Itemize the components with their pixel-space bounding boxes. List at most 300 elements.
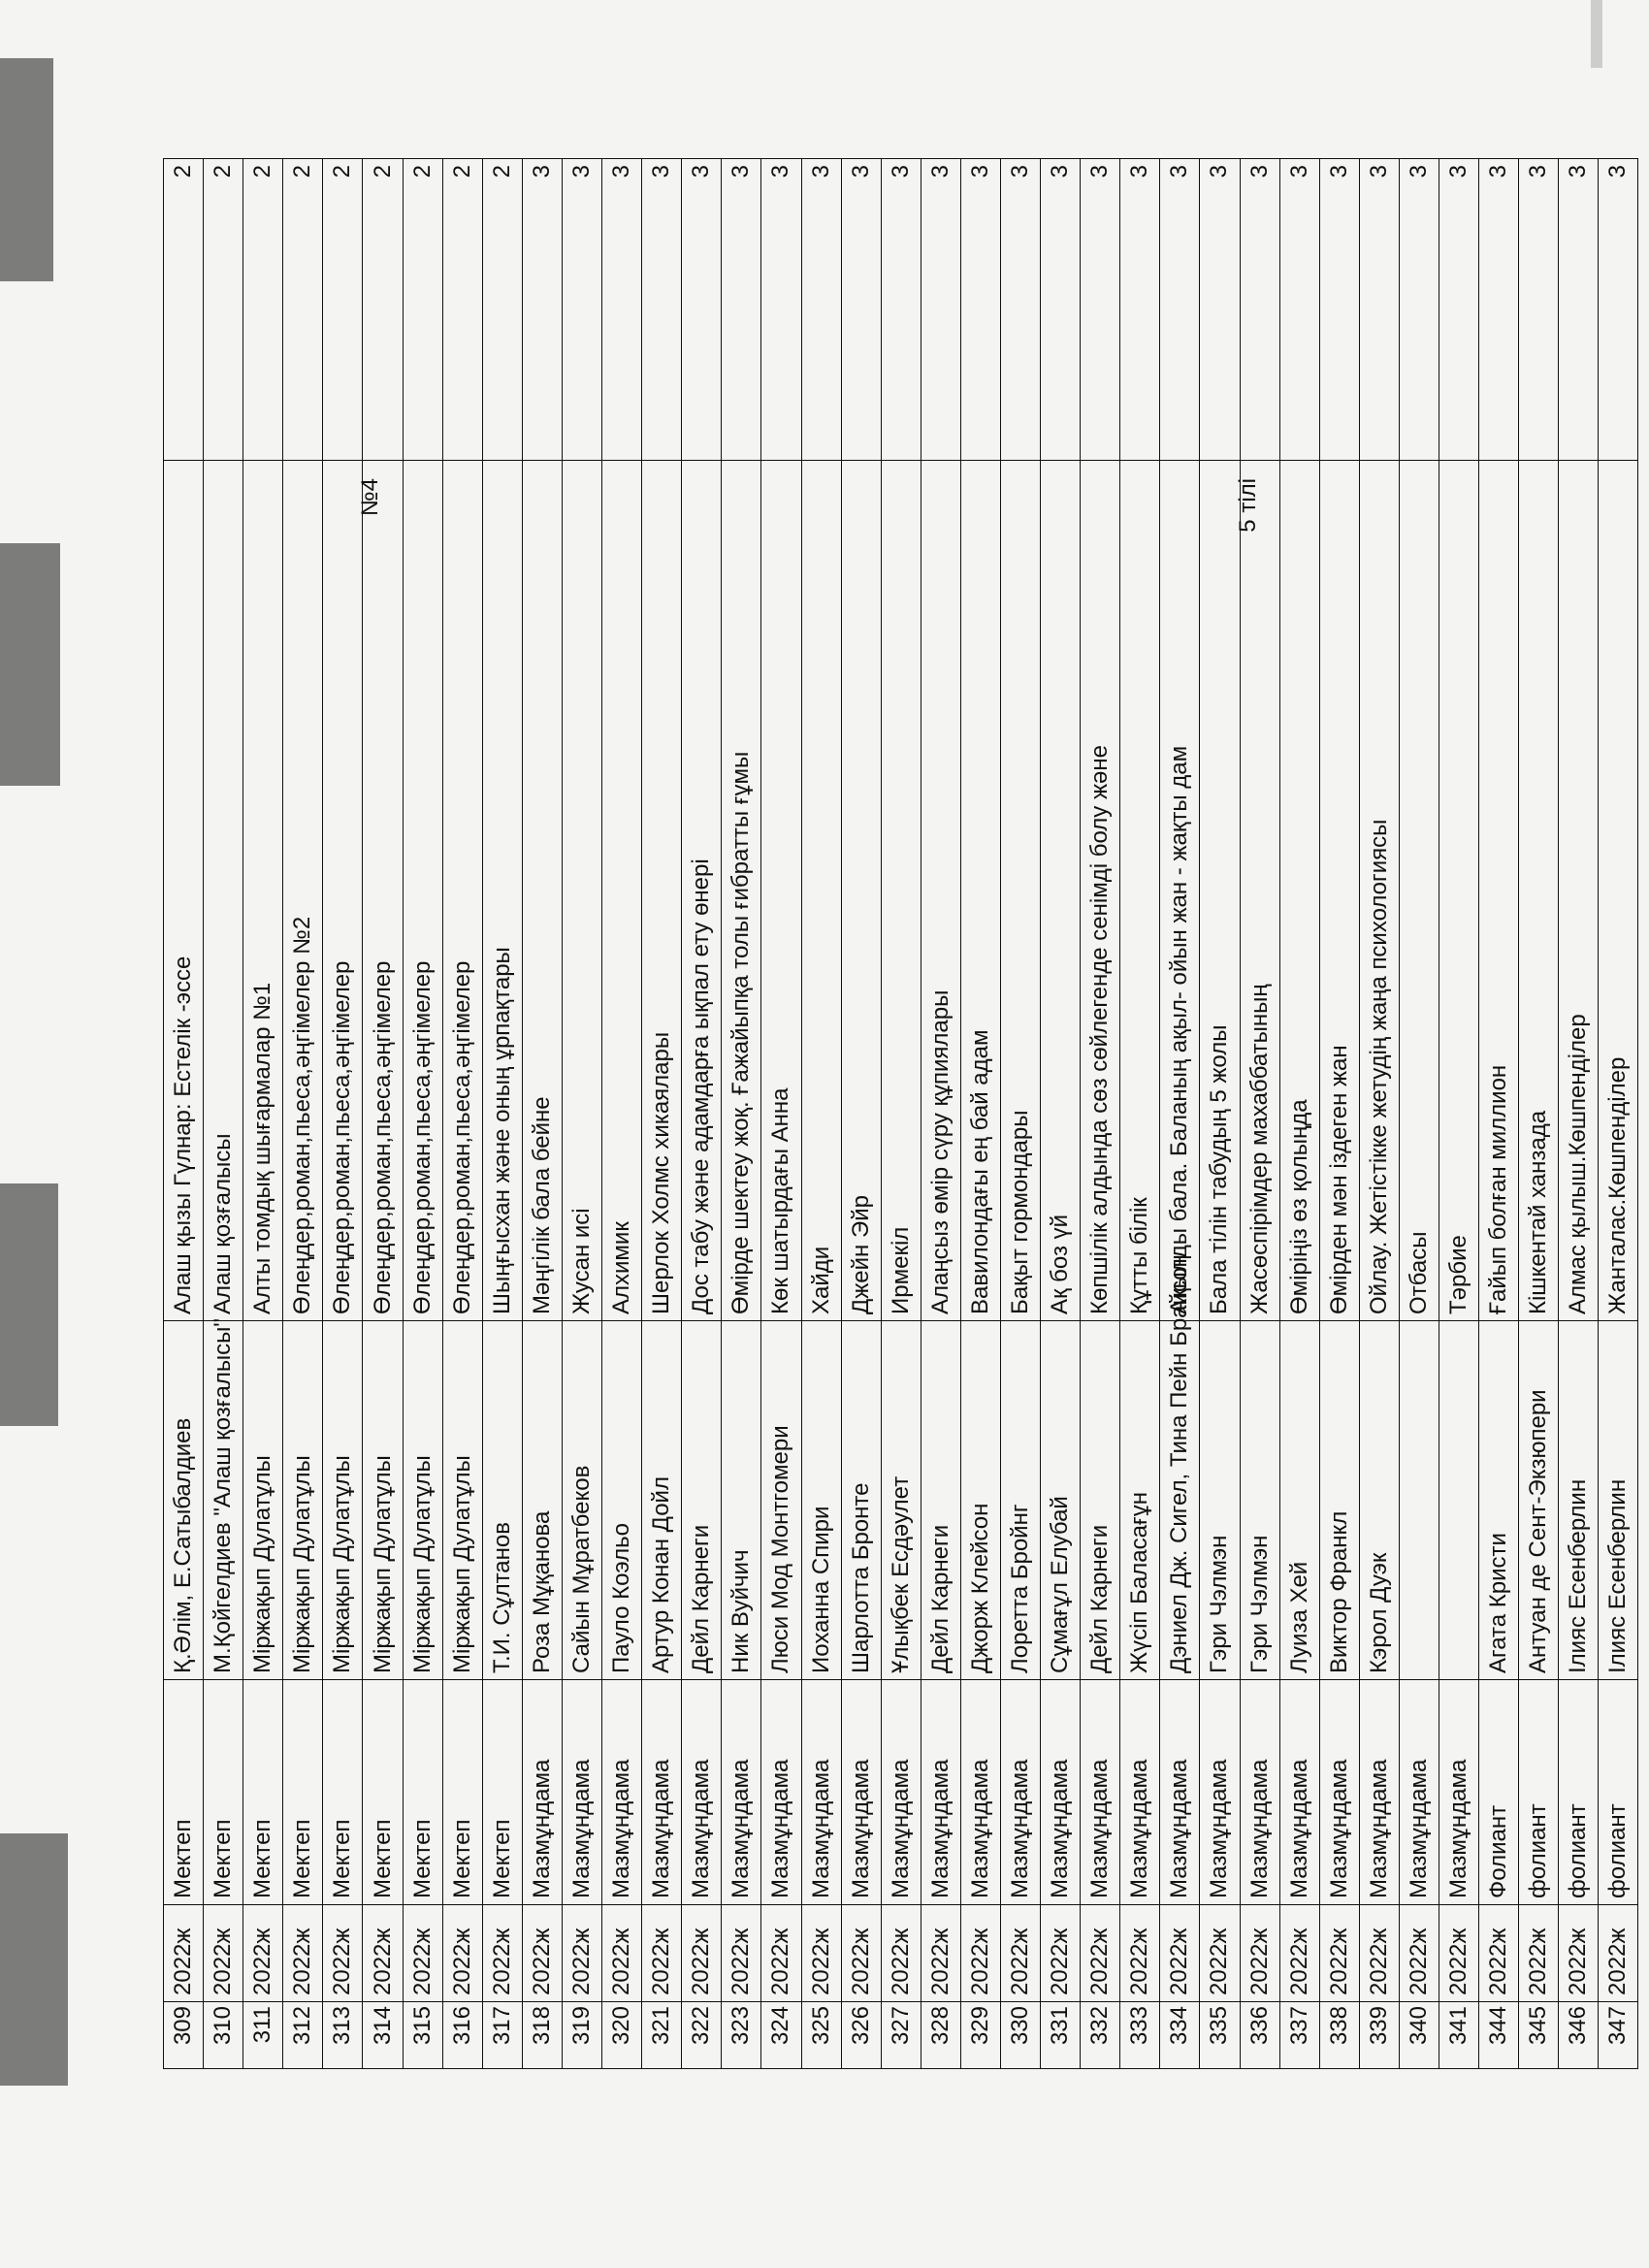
table-row xyxy=(921,159,960,2069)
year-text: 2022ж xyxy=(1166,1928,1193,1995)
year-text: 2022ж xyxy=(1285,1928,1312,1995)
year-cell xyxy=(1319,1905,1359,2002)
author-cell xyxy=(243,1321,283,1680)
row-number-text: 341 xyxy=(1445,2006,1472,2046)
row-number-cell xyxy=(1359,2002,1399,2069)
row-number-cell xyxy=(482,2002,522,2069)
source-cell xyxy=(403,1680,442,1905)
title-cell xyxy=(1599,461,1638,1321)
row-number-text: 324 xyxy=(767,2006,794,2046)
row-number-cell xyxy=(363,2002,403,2069)
author-cell xyxy=(1399,1321,1439,1680)
quantity-text: 3 xyxy=(847,165,874,178)
source-cell xyxy=(801,1680,841,1905)
row-number-text: 336 xyxy=(1245,2006,1273,2046)
author-cell xyxy=(921,1321,960,1680)
source-text: Мектеп xyxy=(249,1819,276,1898)
table-row xyxy=(164,159,204,2069)
year-cell xyxy=(1081,1905,1120,2002)
quantity-cell xyxy=(1599,159,1638,461)
table-row xyxy=(881,159,921,2069)
quantity-cell xyxy=(323,159,363,461)
title-cell xyxy=(1234,461,1279,1321)
title-cell xyxy=(801,461,841,1321)
source-cell xyxy=(442,1680,482,1905)
title-cell xyxy=(1000,461,1040,1321)
source-text: Мазмұндама xyxy=(1445,1759,1472,1898)
row-number-text: 316 xyxy=(448,2006,475,2046)
author-text: Артур Конан Дойл xyxy=(648,1476,675,1673)
row-number-cell xyxy=(602,2002,642,2069)
source-text: Мазмұндама xyxy=(728,1759,755,1898)
title-cell xyxy=(562,461,601,1321)
source-cell xyxy=(921,1680,960,1905)
title-cell xyxy=(357,461,403,1321)
row-number-text: 326 xyxy=(847,2006,874,2046)
year-cell xyxy=(164,1905,204,2002)
source-cell xyxy=(881,1680,921,1905)
row-number-cell xyxy=(1599,2002,1638,2069)
author-text: Міржақып Дулатұлы xyxy=(369,1455,396,1673)
quantity-text: 3 xyxy=(767,165,794,178)
row-number-text: 332 xyxy=(1086,2006,1114,2046)
author-cell xyxy=(1240,1321,1279,1680)
author-cell xyxy=(403,1321,442,1680)
author-text: Жүсіп Баласағұн xyxy=(1126,1492,1153,1673)
source-cell xyxy=(1319,1680,1359,1905)
year-text: 2022ж xyxy=(1007,1928,1034,1995)
author-cell xyxy=(1479,1321,1519,1680)
source-text: фолиант xyxy=(1604,1803,1632,1898)
title-text: Тәрбие xyxy=(1445,1235,1472,1314)
row-number-cell xyxy=(1479,2002,1519,2069)
author-text: Люси Мод Монтгомери xyxy=(767,1425,794,1673)
quantity-text: 3 xyxy=(1126,165,1153,178)
scan-artifact xyxy=(0,1183,58,1426)
row-number-cell xyxy=(881,2002,921,2069)
quantity-text: 2 xyxy=(170,165,197,178)
title-cell xyxy=(1439,461,1479,1321)
row-number-cell xyxy=(1399,2002,1439,2069)
author-cell xyxy=(841,1321,881,1680)
year-text: 2022ж xyxy=(926,1928,954,1995)
row-number-text: 313 xyxy=(329,2006,356,2046)
source-cell xyxy=(1200,1680,1240,1905)
title-text: Отбасы xyxy=(1405,1231,1432,1314)
row-number-cell xyxy=(1279,2002,1319,2069)
table-row xyxy=(1519,159,1559,2069)
title-text: Алты томдық шығармалар №1 xyxy=(249,982,276,1314)
row-number-cell xyxy=(1439,2002,1479,2069)
source-text: Мазмұндама xyxy=(567,1759,595,1898)
title-cell xyxy=(1399,461,1439,1321)
author-text: Қ.Әлім, Е.Сатыбалдиев xyxy=(170,1417,197,1673)
year-cell xyxy=(841,1905,881,2002)
source-text: Мектеп xyxy=(448,1819,475,1898)
source-text: Мазмұндама xyxy=(1405,1759,1432,1898)
author-text: Міржақып Дулатұлы xyxy=(289,1455,316,1673)
quantity-cell xyxy=(1120,159,1160,461)
title-cell xyxy=(1359,461,1399,1321)
year-text: 2022ж xyxy=(369,1928,396,1995)
source-text: Мектеп xyxy=(408,1819,436,1898)
row-number-cell xyxy=(722,2002,761,2069)
year-text: 2022ж xyxy=(567,1928,595,1995)
row-number-text: 312 xyxy=(289,2006,316,2046)
quantity-cell xyxy=(642,159,682,461)
quantity-text: 2 xyxy=(289,165,316,178)
scan-artifact xyxy=(0,1833,68,2086)
quantity-cell xyxy=(960,159,1000,461)
quantity-text: 3 xyxy=(1604,165,1632,178)
author-cell xyxy=(482,1321,522,1680)
year-text: 2022ж xyxy=(1047,1928,1074,1995)
year-text: 2022ж xyxy=(528,1928,555,1995)
author-text: Ұлықбек Есдәулет xyxy=(887,1475,914,1673)
scan-artifact xyxy=(0,543,60,786)
quantity-cell xyxy=(363,159,403,461)
year-cell xyxy=(801,1905,841,2002)
table-row xyxy=(642,159,682,2069)
source-cell xyxy=(722,1680,761,1905)
year-text: 2022ж xyxy=(688,1928,715,1995)
year-cell xyxy=(761,1905,801,2002)
quantity-text: 3 xyxy=(1325,165,1352,178)
row-number-cell xyxy=(562,2002,601,2069)
author-text: Агата Кристи xyxy=(1485,1533,1512,1673)
row-number-text: 320 xyxy=(608,2006,635,2046)
row-number-cell xyxy=(323,2002,363,2069)
year-cell xyxy=(283,1905,323,2002)
source-cell xyxy=(1359,1680,1399,1905)
year-cell xyxy=(1000,1905,1040,2002)
table-row xyxy=(1439,159,1479,2069)
title-cell xyxy=(642,461,682,1321)
year-cell xyxy=(642,1905,682,2002)
source-text: Мектеп xyxy=(329,1819,356,1898)
source-cell xyxy=(602,1680,642,1905)
quantity-cell xyxy=(1041,159,1081,461)
row-number-cell xyxy=(1519,2002,1559,2069)
title-text: Өмірде шектеу жоқ. Ғажайыпқа толы ғибратты ғұмы xyxy=(728,751,755,1314)
title-text: Ақ боз үй xyxy=(1047,1214,1074,1314)
quantity-cell xyxy=(1200,159,1240,461)
title-cell xyxy=(921,461,960,1321)
title-text: Бақыт гормондары xyxy=(1007,1110,1034,1314)
year-cell xyxy=(204,1905,243,2002)
year-cell xyxy=(881,1905,921,2002)
title-cell xyxy=(602,461,642,1321)
quantity-text: 3 xyxy=(807,165,834,178)
quantity-cell xyxy=(243,159,283,461)
author-cell xyxy=(960,1321,1000,1680)
source-text: Мазмұндама xyxy=(1285,1759,1312,1898)
title-text: Вавилондағы ең бай адам xyxy=(966,1029,993,1314)
title-text: Ақылды бала. Баланың ақыл- ойын жан - жақты дам xyxy=(1166,745,1193,1314)
title-cell xyxy=(323,461,363,1321)
scan-artifact xyxy=(0,58,53,281)
author-text: Дэниел Дж. Сигел, Тина Пейн Брайсон xyxy=(1166,1254,1193,1673)
author-text: Джорж Клейсон xyxy=(966,1503,993,1673)
author-cell xyxy=(442,1321,482,1680)
title-text: Алаш қызы Гүлнар: Естелік -эссе xyxy=(170,956,197,1314)
title-text: Өміріңіз өз қолыңда xyxy=(1285,1099,1312,1314)
row-number-cell xyxy=(1240,2002,1279,2069)
row-number-text: 321 xyxy=(648,2006,675,2046)
author-cell xyxy=(722,1321,761,1680)
quantity-text: 3 xyxy=(1445,165,1472,178)
table-row xyxy=(1359,159,1399,2069)
year-text: 2022ж xyxy=(1365,1928,1392,1995)
year-text: 2022ж xyxy=(1206,1928,1233,1995)
year-text: 2022ж xyxy=(1245,1928,1273,1995)
quantity-cell xyxy=(1160,159,1200,461)
author-text: Ник Вуйчич xyxy=(728,1549,755,1673)
table-row xyxy=(602,159,642,2069)
row-number-text: 335 xyxy=(1206,2006,1233,2046)
table-row xyxy=(722,159,761,2069)
quantity-text: 3 xyxy=(1166,165,1193,178)
table-row xyxy=(801,159,841,2069)
row-number-text: 338 xyxy=(1325,2006,1352,2046)
source-text: Мектеп xyxy=(289,1819,316,1898)
source-text: Мектеп xyxy=(488,1819,515,1898)
title-cell xyxy=(482,461,522,1321)
source-text: Мазмұндама xyxy=(528,1759,555,1898)
title-text: Жусан исі xyxy=(567,1208,595,1314)
title-text: Өлеңдер,роман,пьеса,әңгімелер xyxy=(369,960,396,1314)
title-cell xyxy=(1120,461,1160,1321)
title-cell xyxy=(1160,461,1200,1321)
quantity-text: 3 xyxy=(1565,165,1592,178)
table-row xyxy=(323,159,363,2069)
row-number-text: 344 xyxy=(1485,2006,1512,2046)
row-number-cell xyxy=(761,2002,801,2069)
author-text: Ілияс Есенберлин xyxy=(1565,1478,1592,1673)
author-text: Сайын Мұратбеков xyxy=(567,1465,595,1673)
table-row xyxy=(283,159,323,2069)
quantity-cell xyxy=(1519,159,1559,461)
quantity-text: 3 xyxy=(1285,165,1312,178)
title-text: Джейн Эйр xyxy=(847,1195,874,1314)
source-cell xyxy=(1479,1680,1519,1905)
row-number-text: 322 xyxy=(688,2006,715,2046)
author-text: Кэрол Дуэк xyxy=(1365,1552,1392,1673)
quantity-text: 2 xyxy=(369,165,396,178)
author-cell xyxy=(642,1321,682,1680)
year-cell xyxy=(921,1905,960,2002)
row-number-text: 309 xyxy=(170,2006,197,2046)
year-cell xyxy=(1240,1905,1279,2002)
row-number-text: 314 xyxy=(369,2006,396,2046)
row-number-cell xyxy=(1081,2002,1120,2069)
year-cell xyxy=(522,1905,562,2002)
year-cell xyxy=(562,1905,601,2002)
title-text: Өлеңдер,роман,пьеса,әңгімелер №2 xyxy=(289,916,316,1314)
title-text: Мәңгілік бала бейне xyxy=(528,1096,555,1314)
title-text: Ирмекіл xyxy=(887,1226,914,1314)
year-cell xyxy=(1559,1905,1599,2002)
year-text: 2022ж xyxy=(329,1928,356,1995)
row-number-text: 310 xyxy=(210,2006,237,2046)
year-cell xyxy=(363,1905,403,2002)
quantity-cell xyxy=(1081,159,1120,461)
title-cell xyxy=(960,461,1000,1321)
title-text: Алмас қылыш.Көшпенділер xyxy=(1565,1014,1592,1314)
year-cell xyxy=(1359,1905,1399,2002)
year-cell xyxy=(722,1905,761,2002)
quantity-text: 3 xyxy=(648,165,675,178)
year-text: 2022ж xyxy=(1086,1928,1114,1995)
quantity-cell xyxy=(1359,159,1399,461)
year-text: 2022ж xyxy=(249,1928,276,1995)
author-text: Т.И. Сұлтанов xyxy=(488,1521,515,1673)
author-cell xyxy=(1200,1321,1240,1680)
source-cell xyxy=(642,1680,682,1905)
quantity-text: 3 xyxy=(1086,165,1114,178)
row-number-text: 330 xyxy=(1007,2006,1034,2046)
year-text: 2022ж xyxy=(1485,1928,1512,1995)
row-number-text: 325 xyxy=(807,2006,834,2046)
source-cell xyxy=(204,1680,243,1905)
title-cell xyxy=(283,461,323,1321)
table-row xyxy=(1479,159,1519,2069)
quantity-text: 3 xyxy=(1525,165,1552,178)
quantity-text: 3 xyxy=(1007,165,1034,178)
year-cell xyxy=(403,1905,442,2002)
author-text: Луиза Хей xyxy=(1285,1561,1312,1673)
title-cell xyxy=(1559,461,1599,1321)
title-text: Алаш қозғалысы xyxy=(210,1133,237,1314)
author-text: Антуан де Сент-Экзюпери xyxy=(1525,1389,1552,1673)
source-cell xyxy=(1120,1680,1160,1905)
row-number-cell xyxy=(801,2002,841,2069)
title-cell xyxy=(403,461,442,1321)
title-cell xyxy=(1200,461,1240,1321)
quantity-cell xyxy=(1559,159,1599,461)
author-cell xyxy=(164,1321,204,1680)
year-text: 2022ж xyxy=(1405,1928,1432,1995)
author-text: Дейл Карнеги xyxy=(926,1524,954,1673)
quantity-cell xyxy=(1439,159,1479,461)
author-cell xyxy=(1519,1321,1559,1680)
table-row xyxy=(403,159,442,2069)
author-cell xyxy=(522,1321,562,1680)
title-text: Дос табу және адамдарға ықпал ету өнері xyxy=(688,859,715,1314)
year-cell xyxy=(442,1905,482,2002)
table-body xyxy=(164,159,1638,2069)
table-row xyxy=(1279,159,1319,2069)
author-text: Міржақып Дулатұлы xyxy=(448,1455,475,1673)
author-text: Міржақып Дулатұлы xyxy=(408,1455,436,1673)
author-cell xyxy=(761,1321,801,1680)
row-number-text: 333 xyxy=(1126,2006,1153,2046)
quantity-text: 3 xyxy=(1047,165,1074,178)
author-cell xyxy=(562,1321,601,1680)
source-cell xyxy=(164,1680,204,1905)
row-number-cell xyxy=(1120,2002,1160,2069)
source-text: Мазмұндама xyxy=(1245,1759,1273,1898)
table-row xyxy=(522,159,562,2069)
quantity-cell xyxy=(403,159,442,461)
author-text: Міржақып Дулатұлы xyxy=(329,1455,356,1673)
quantity-cell xyxy=(562,159,601,461)
quantity-cell xyxy=(1399,159,1439,461)
quantity-text: 3 xyxy=(1365,165,1392,178)
row-number-text: 311 xyxy=(249,2006,276,2044)
row-number-cell xyxy=(164,2002,204,2069)
year-text: 2022ж xyxy=(1325,1928,1352,1995)
author-cell xyxy=(1439,1321,1479,1680)
source-text: Мазмұндама xyxy=(926,1759,954,1898)
quantity-cell xyxy=(921,159,960,461)
source-text: Мазмұндама xyxy=(1007,1759,1034,1898)
table-row xyxy=(1399,159,1439,2069)
title-text: Бала тілін табудың 5 жолы xyxy=(1206,1024,1233,1314)
author-cell xyxy=(1081,1321,1120,1680)
quantity-cell xyxy=(722,159,761,461)
table-row xyxy=(1081,159,1120,2069)
source-text: Мазмұндама xyxy=(1365,1759,1392,1898)
quantity-cell xyxy=(881,159,921,461)
author-cell xyxy=(1279,1321,1319,1680)
source-cell xyxy=(1000,1680,1040,1905)
author-text: Гэри Чэлмэн xyxy=(1206,1535,1233,1673)
year-cell xyxy=(1041,1905,1081,2002)
title-text: Жанталас.Көшпенділер xyxy=(1604,1056,1632,1314)
title-cell xyxy=(1041,461,1081,1321)
quantity-cell xyxy=(602,159,642,461)
row-number-cell xyxy=(243,2002,283,2069)
title-cell xyxy=(1519,461,1559,1321)
quantity-text: 3 xyxy=(1405,165,1432,178)
author-cell xyxy=(1160,1254,1200,1680)
year-text: 2022ж xyxy=(408,1928,436,1995)
title-cell xyxy=(1279,461,1319,1321)
quantity-text: 3 xyxy=(567,165,595,178)
title-extra-note: 5 тілі xyxy=(1234,478,1261,533)
quantity-cell xyxy=(1000,159,1040,461)
row-number-text: 317 xyxy=(488,2006,515,2046)
title-text: Өлеңдер,роман,пьеса,әңгімелер xyxy=(408,960,436,1314)
title-cell xyxy=(881,461,921,1321)
title-cell xyxy=(761,461,801,1321)
table-row xyxy=(1160,159,1200,2069)
author-cell xyxy=(1599,1321,1638,1680)
source-text: Мазмұндама xyxy=(847,1759,874,1898)
quantity-cell xyxy=(801,159,841,461)
source-cell xyxy=(243,1680,283,1905)
source-text: Мазмұндама xyxy=(966,1759,993,1898)
source-text: Мазмұндама xyxy=(648,1759,675,1898)
author-text: Дейл Карнеги xyxy=(1086,1524,1114,1673)
row-number-text: 331 xyxy=(1047,2006,1074,2046)
row-number-text: 339 xyxy=(1365,2006,1392,2046)
source-text: Мазмұндама xyxy=(887,1759,914,1898)
row-number-text: 329 xyxy=(966,2006,993,2046)
table-row xyxy=(442,159,482,2069)
title-extra-note: №4 xyxy=(357,478,384,517)
row-number-text: 328 xyxy=(926,2006,954,2046)
year-text: 2022ж xyxy=(887,1928,914,1995)
year-text: 2022ж xyxy=(1445,1928,1472,1995)
row-number-cell xyxy=(283,2002,323,2069)
year-text: 2022ж xyxy=(1126,1928,1153,1995)
year-text: 2022ж xyxy=(210,1928,237,1995)
row-number-text: 346 xyxy=(1565,2006,1592,2046)
title-text: Жасөспірімдер махаббатының xyxy=(1245,984,1273,1314)
quantity-cell xyxy=(442,159,482,461)
